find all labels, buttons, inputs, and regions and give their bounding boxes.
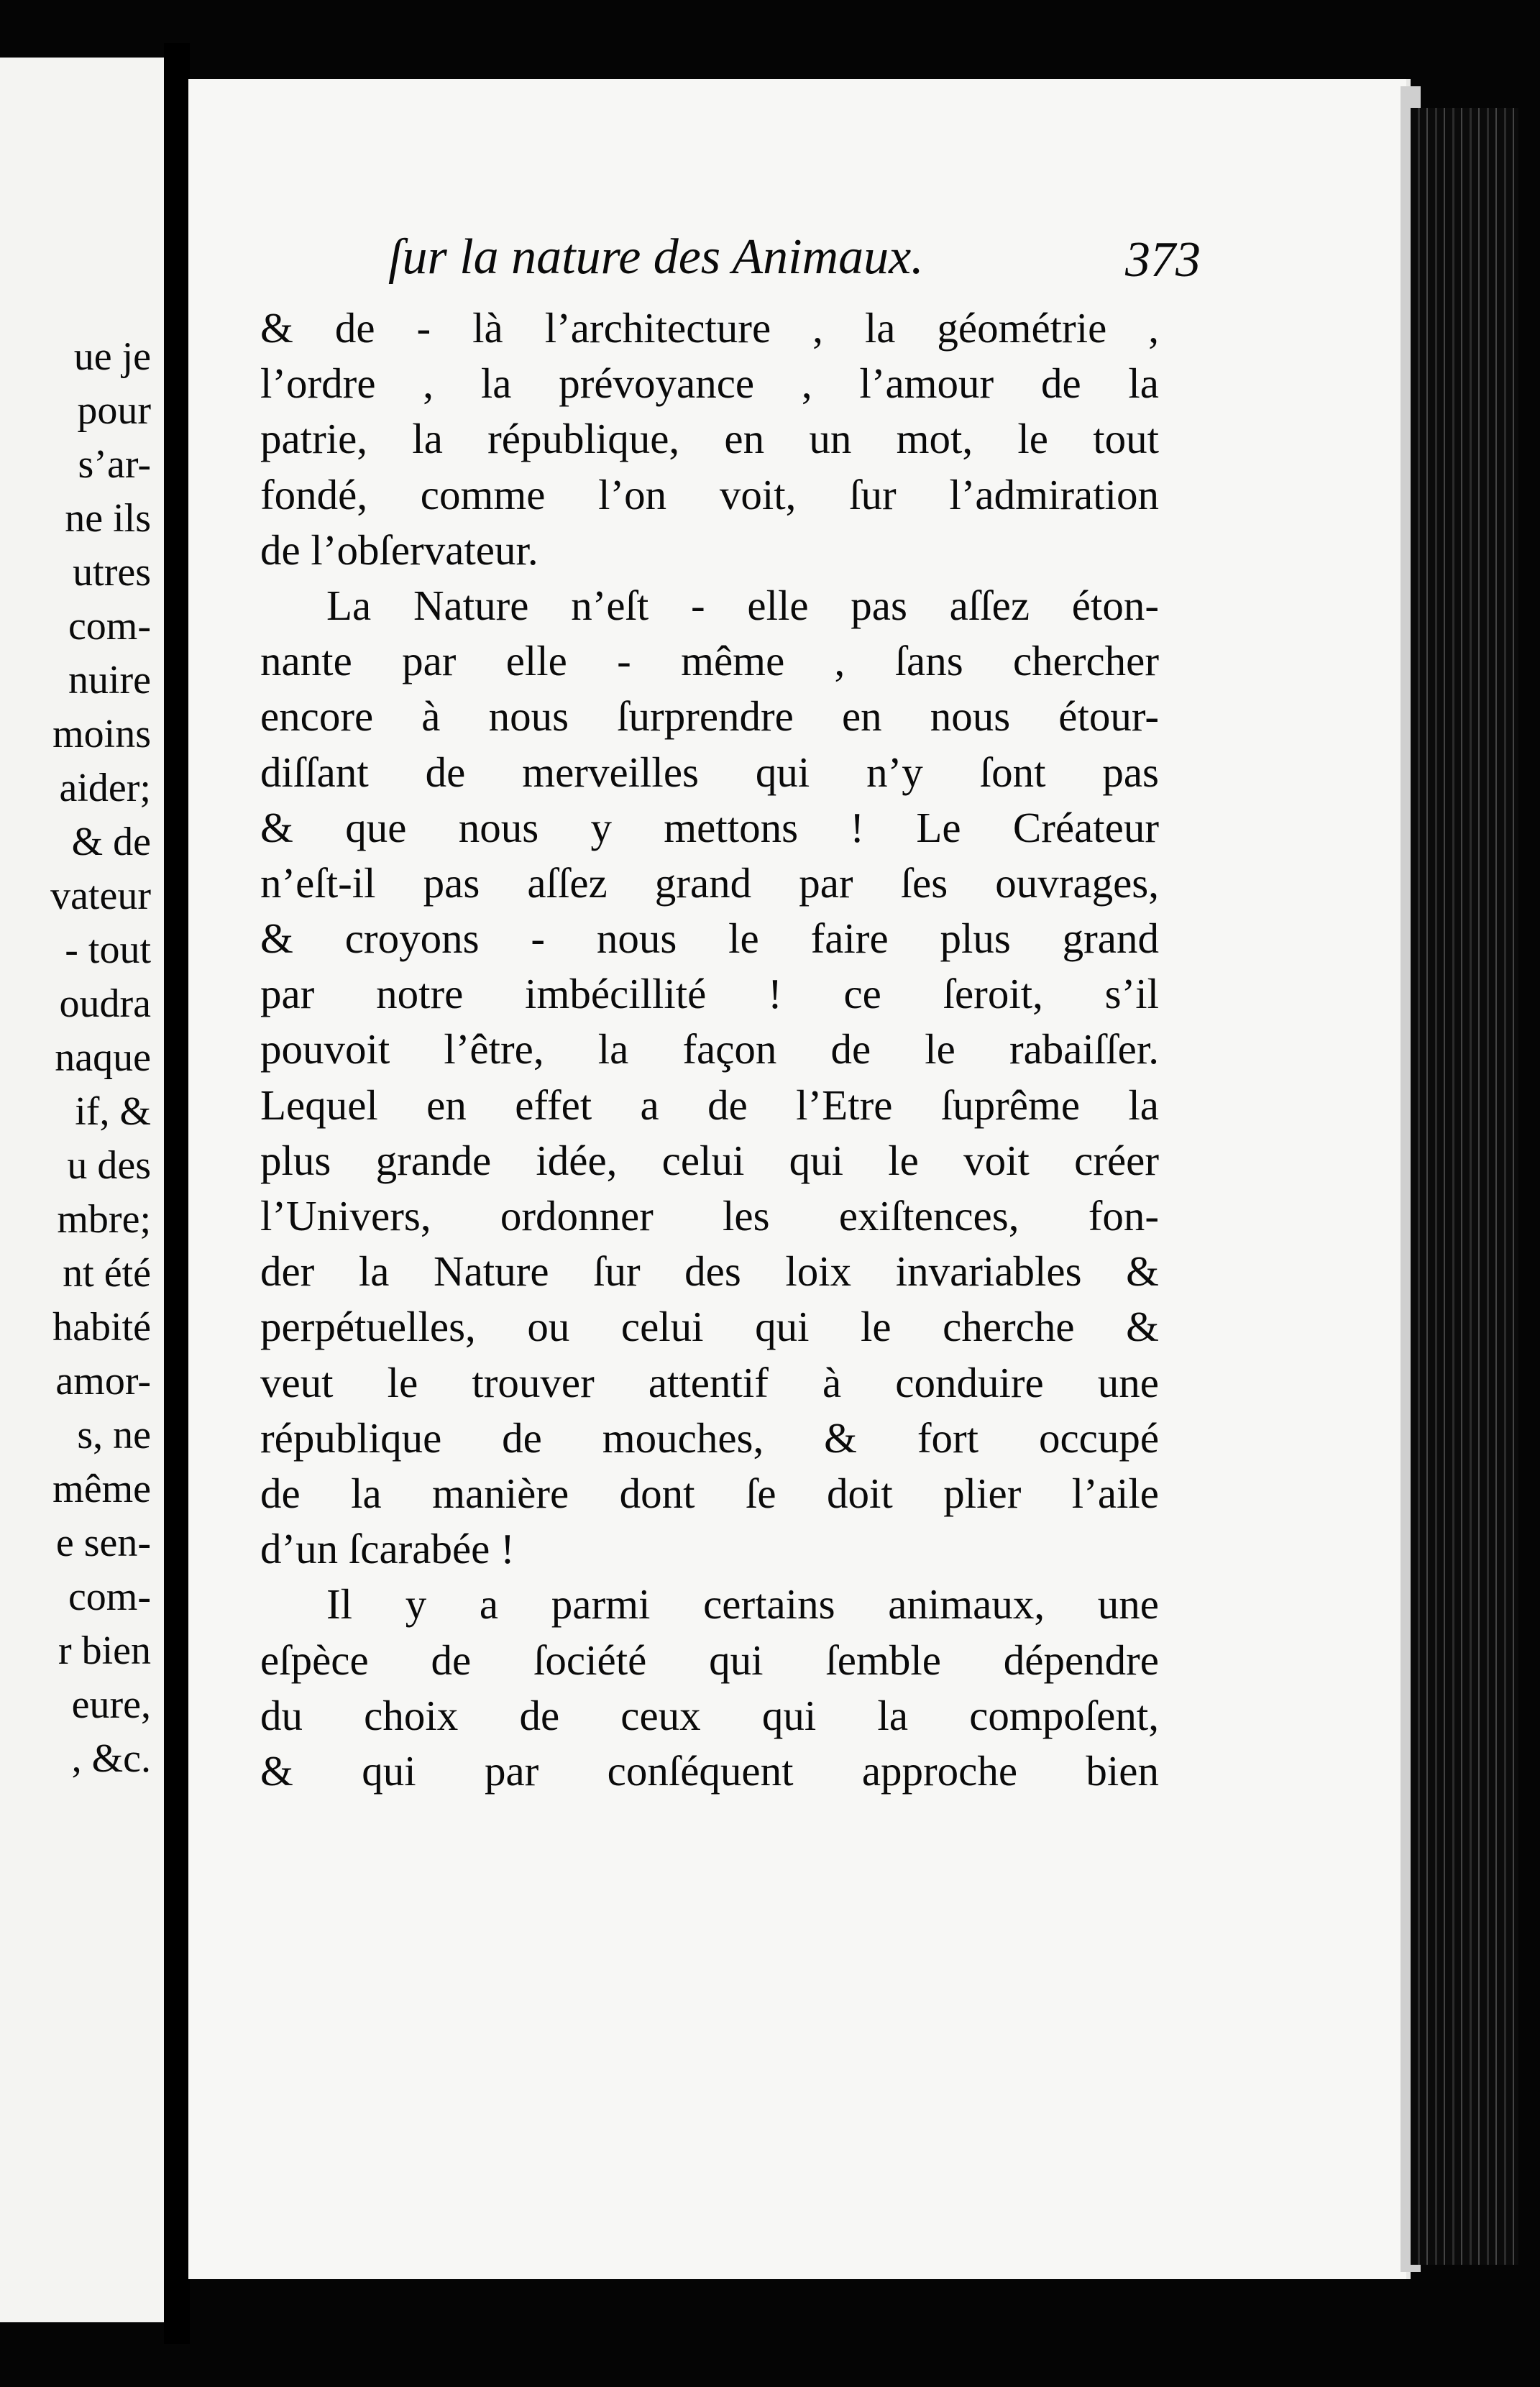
- text-line: république de mouches, & fort occupé: [260, 1414, 1159, 1462]
- text-line: du choix de ceux qui la compoſent,: [260, 1691, 1159, 1739]
- text-line: La Nature n’eſt - elle pas aſſez éton-: [326, 581, 1159, 629]
- left-line: if, &: [75, 1089, 151, 1134]
- book-gutter: [164, 43, 190, 2344]
- left-line: amor-: [55, 1359, 151, 1403]
- left-line: moins: [52, 712, 151, 756]
- paragraph: [260, 578, 1159, 1577]
- text-line: & de - là l’architecture , la géométrie ,: [260, 304, 1159, 352]
- body-text: [260, 301, 1159, 1799]
- left-line: & de: [71, 820, 151, 864]
- text-line: veut le trouver attentif à conduire une: [260, 1358, 1159, 1406]
- left-line: même: [52, 1467, 151, 1511]
- left-line: - tout: [65, 927, 151, 972]
- text-line: d’un ſcarabée !: [260, 1525, 515, 1573]
- left-line: pour: [77, 388, 151, 433]
- left-line: ne ils: [65, 496, 151, 541]
- left-line: nt été: [63, 1251, 151, 1296]
- running-head: ſur la nature des Animaux.: [388, 229, 924, 285]
- page-number: 373: [1125, 232, 1201, 288]
- left-line: aider;: [59, 766, 151, 810]
- text-line: eſpèce de ſociété qui ſemble dépendre: [260, 1636, 1159, 1684]
- left-line: mbre;: [57, 1197, 151, 1242]
- text-line: Lequel en effet a de l’Etre ſuprême la: [260, 1081, 1159, 1129]
- page-header: [388, 229, 1201, 293]
- left-line: vateur: [50, 874, 151, 918]
- text-line: de la manière dont ſe doit plier l’aile: [260, 1469, 1159, 1517]
- text-line: pouvoit l’être, la façon de le rabaiſſer.: [260, 1025, 1159, 1073]
- text-line: & croyons - nous le faire plus grand: [260, 915, 1159, 963]
- text-line: & que nous y mettons ! Le Créateur: [260, 803, 1159, 851]
- text-line: l’Univers, ordonner les exiſtences, fon-: [260, 1192, 1159, 1240]
- page-block-edges: [1411, 108, 1518, 2265]
- text-line: l’ordre , la prévoyance , l’amour de la: [260, 359, 1159, 408]
- text-line: plus grande idée, celui qui le voit créer: [260, 1136, 1159, 1184]
- left-line: r bien: [58, 1628, 151, 1673]
- left-line: habité: [52, 1305, 151, 1350]
- left-line: s, ne: [77, 1413, 151, 1457]
- text-line: diſſant de merveilles qui n’y ſont pas: [260, 748, 1159, 796]
- text-line: nante par elle - même , ſans chercher: [260, 637, 1159, 685]
- text-line: perpétuelles, ou celui qui le cherche &: [260, 1303, 1159, 1351]
- left-line: s’ar-: [78, 442, 151, 487]
- left-line: ue je: [73, 334, 151, 379]
- text-line: par notre imbécillité ! ce ſeroit, s’il: [260, 970, 1159, 1018]
- left-line: eure,: [71, 1682, 151, 1727]
- text-line: Il y a parmi certains animaux, une: [326, 1580, 1159, 1628]
- text-line: patrie, la république, en un mot, le tout: [260, 415, 1159, 463]
- paragraph: [260, 1577, 1159, 1799]
- text-line: & qui par conſéquent approche bien: [260, 1746, 1159, 1795]
- left-line: nuire: [68, 658, 151, 702]
- left-line: u des: [67, 1143, 151, 1188]
- text-line: encore à nous ſurprendre en nous étour-: [260, 692, 1159, 741]
- left-line: utres: [73, 550, 151, 595]
- text-line: fondé, comme l’on voit, ſur l’admiration: [260, 470, 1159, 518]
- left-line: com-: [68, 1575, 151, 1619]
- paragraph: [260, 301, 1159, 578]
- left-line: naque: [55, 1035, 151, 1080]
- left-line: e sen-: [55, 1521, 151, 1565]
- text-line: n’eſt-il pas aſſez grand par ſes ouvrages,: [260, 858, 1159, 907]
- left-line: oudra: [59, 981, 151, 1026]
- text-line: der la Nature ſur des loix invariables &: [260, 1247, 1159, 1296]
- left-line: , &c.: [71, 1736, 151, 1781]
- left-line: com-: [68, 604, 151, 649]
- text-line: de l’obſervateur.: [260, 526, 538, 574]
- previous-page-fragment: [0, 58, 170, 2322]
